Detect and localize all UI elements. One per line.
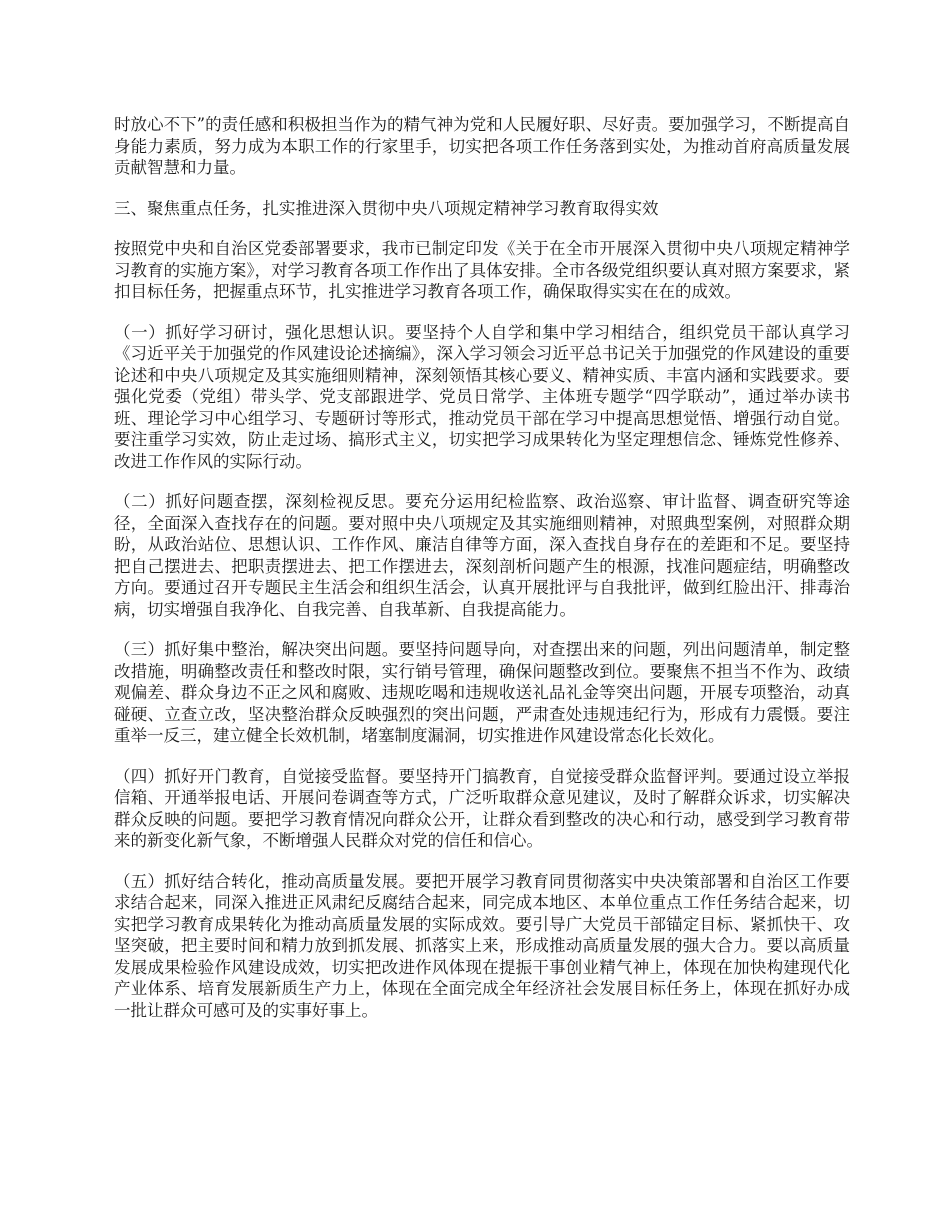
paragraph-item-3: （三）抓好集中整治，解决突出问题。要坚持问题导向，对查摆出来的问题，列出问题清单，制定整改措施，明确整改责任和整改时限，实行销号管理，确保问题整改到位。要聚焦不担当不作为、政绩观偏差、群众身边不正之风和腐败、违规吃喝和违规收送礼品礼金等突出问题，开展专项整治，动真碰硬、立查立改，坚决整治群众反映强烈的突出问题，严肃查处违规违纪行为，形成有力震慑。要注重举一反三，建立健全长效机制，堵塞制度漏洞，切实推进作风建设常态化长效化。 <box>114 640 850 745</box>
paragraph-item-1: （一）抓好学习研讨，强化思想认识。要坚持个人自学和集中学习相结合，组织党员干部认真学习《习近平关于加强党的作风建设论述摘编》，深入学习领会习近平总书记关于加强党的作风建设的重要论述和中央八项规定及其实施细则精神，深刻领悟其核心要义、精神实质、丰富内涵和实践要求。要强化党委（党组）带头学、党支部跟进学、党员日常学、主体班专题学“四学联动”，通过举办读书班、理论学习中心组学习、专题研讨等形式，推动党员干部在学习中提高思想觉悟、增强行动自觉。要注重学习实效，防止走过场、搞形式主义，切实把学习成果转化为坚定理想信念、锤炼党性修养、改进工作作风的实际行动。 <box>114 322 850 471</box>
paragraph-item-2: （二）抓好问题查摆，深刻检视反思。要充分运用纪检监察、政治巡察、审计监督、调查研究等途径，全面深入查找存在的问题。要对照中央八项规定及其实施细则精神，对照典型案例，对照群众期盼，从政治站位、思想认识、工作作风、廉洁自律等方面，深入查找自身存在的差距和不足。要坚持把自己摆进去、把职责摆进去、把工作摆进去，深刻剖析问题产生的根源，找准问题症结，明确整改方向。要通过召开专题民主生活会和组织生活会，认真开展批评与自我批评，做到红脸出汗、排毒治病，切实增强自我净化、自我完善、自我革新、自我提高能力。 <box>114 492 850 619</box>
paragraph-item-5: （五）抓好结合转化，推动高质量发展。要把开展学习教育同贯彻落实中央决策部署和自治区工作要求结合起来，同深入推进正风肃纪反腐结合起来，同完成本地区、本单位重点工作任务结合起来，切实把学习教育成果转化为推动高质量发展的实际成效。要引导广大党员干部锚定目标、紧抓快干、攻坚突破，把主要时间和精力放到抓发展、抓落实上来，形成推动高质量发展的强大合力。要以高质量发展成果检验作风建设成效，切实把改进作风体现在提振干事创业精气神上，体现在加快构建现代化产业体系、培育发展新质生产力上，体现在全面完成全年经济社会发展目标任务上，体现在抓好办成一批让群众可感可及的实事好事上。 <box>114 871 850 1020</box>
paragraph-continuation: 时放心不下”的责任感和积极担当作为的精气神为党和人民履好职、尽好责。要加强学习，不断提高自身能力素质，努力成为本职工作的行家里手，切实把各项工作任务落到实处，为推动首府高质量发展贡献智慧和力量。 <box>114 115 850 177</box>
paragraph-intro: 按照党中央和自治区党委部署要求，我市已制定印发《关于在全市开展深入贯彻中央八项规定精神学习教育的实施方案》，对学习教育各项工作作出了具体安排。全市各级党组织要认真对照方案要求，紧扣目标任务，把握重点环节，扎实推进学习教育各项工作，确保取得实实在在的成效。 <box>114 239 850 301</box>
document-body <box>114 114 850 1040</box>
paragraph-item-4: （四）抓好开门教育，自觉接受监督。要坚持开门搞教育，自觉接受群众监督评判。要通过设立举报信箱、开通举报电话、开展问卷调查等方式，广泛听取群众意见建议，及时了解群众诉求，切实解决群众反映的问题。要把学习教育情况向群众公开，让群众看到整改的决心和行动，感受到学习教育带来的新变化新气象，不断增强人民群众对党的信任和信心。 <box>114 766 850 850</box>
section-heading-3: 三、聚焦重点任务，扎实推进深入贯彻中央八项规定精神学习教育取得实效 <box>114 198 659 218</box>
